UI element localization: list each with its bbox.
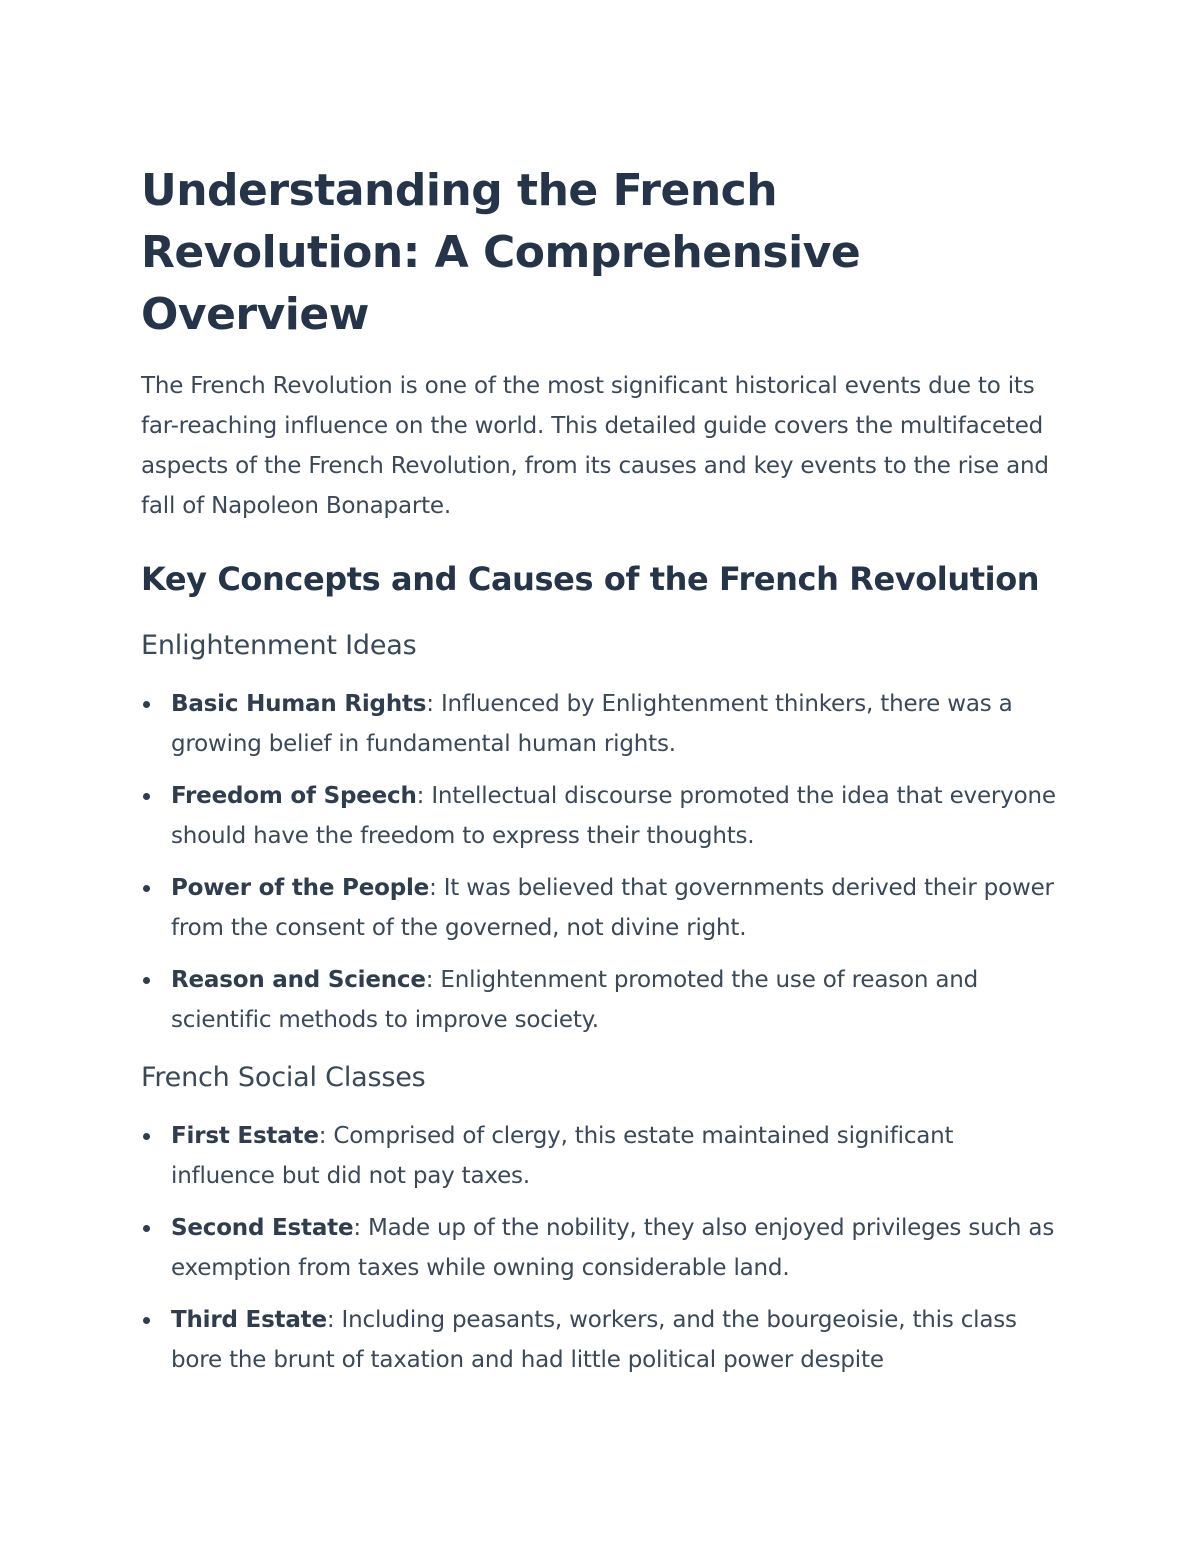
list-item-term: Third Estate	[171, 1307, 327, 1333]
list-item-term: Freedom of Speech	[171, 783, 417, 809]
list-item-term: Second Estate	[171, 1215, 354, 1241]
list-item	[141, 776, 1061, 856]
list-item-text: : Made up of the nobility, they also enjoyed privileges such as exemption from taxes while owning considerable land.	[171, 1215, 1055, 1281]
list-item	[141, 868, 1061, 948]
bullet-icon	[143, 1225, 150, 1232]
list-item-term: First Estate	[171, 1123, 319, 1149]
list-item-term: Reason and Science	[171, 967, 426, 993]
enlightenment-list	[141, 684, 1061, 1040]
list-item-text: : Enlightenment promoted the use of reason and scientific methods to improve society.	[171, 967, 979, 1033]
bullet-icon	[143, 885, 150, 892]
document-page	[141, 160, 1061, 1392]
list-item-term: Basic Human Rights	[171, 691, 427, 717]
list-item	[141, 684, 1061, 764]
list-item-text: : Including peasants, workers, and the bourgeoisie, this class bore the brunt of taxation and had little political power despite	[171, 1307, 1017, 1373]
intro-paragraph: The French Revolution is one of the most significant historical events due to its far-reaching influence on the world. This detailed guide covers the multifaceted aspects of the French Revolution, from its causes and key events to the rise and fall of Napoleon Bonaparte.	[141, 373, 1049, 519]
list-item	[141, 960, 1061, 1040]
list-item-text: : Comprised of clergy, this estate maintained significant influence but did not pay taxes.	[171, 1123, 954, 1189]
bullet-icon	[143, 977, 150, 984]
subsection-heading-social-classes: French Social Classes	[141, 1062, 426, 1093]
list-item-term: Power of the People	[171, 875, 430, 901]
bullet-icon	[143, 701, 150, 708]
bullet-icon	[143, 1133, 150, 1140]
social-classes-list	[141, 1116, 1061, 1380]
list-item	[141, 1300, 1061, 1380]
list-item	[141, 1116, 1061, 1196]
list-item	[141, 1208, 1061, 1288]
document-title: Understanding the French Revolution: A Comprehensive Overview	[141, 165, 861, 340]
subsection-heading-enlightenment: Enlightenment Ideas	[141, 630, 417, 661]
list-item-text: : Influenced by Enlightenment thinkers, there was a growing belief in fundamental human rights.	[171, 691, 1013, 757]
section-heading: Key Concepts and Causes of the French Revolution	[141, 560, 1040, 598]
list-item-text: : Intellectual discourse promoted the idea that everyone should have the freedom to express their thoughts.	[171, 783, 1056, 849]
bullet-icon	[143, 1317, 150, 1324]
list-item-text: : It was believed that governments derived their power from the consent of the governed, not divine right.	[171, 875, 1054, 941]
bullet-icon	[143, 793, 150, 800]
